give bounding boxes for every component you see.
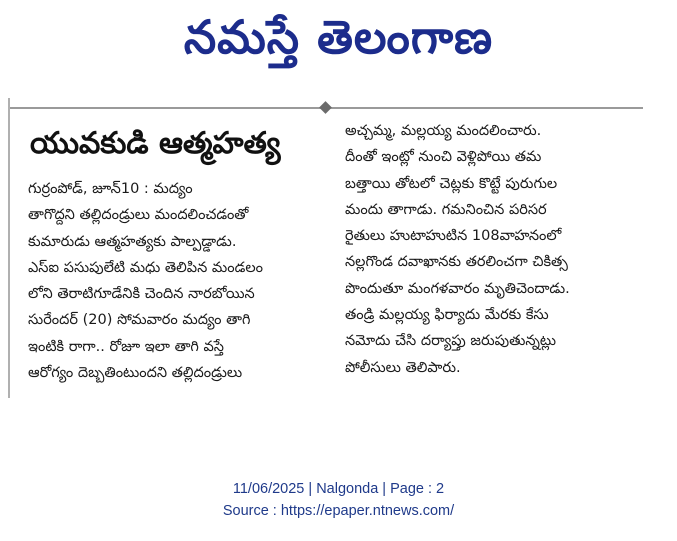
text-line: దీంతో ఇంట్లో నుంచి వెళ్లిపోయి తమ (345, 149, 542, 166)
text-line: కుమారుడు ఆత్మహత్యకు పాల్పడ్డాడు. (28, 233, 237, 250)
article-column-right (345, 118, 650, 381)
text-line: నల్లగొండ దవాఖానకు తరలించగా చికిత్స (345, 254, 568, 271)
text-line: నమోదు చేసి దర్యాప్తు జరుపుతున్నట్లు (345, 333, 557, 350)
source-footer (0, 478, 677, 522)
text-line: బత్తాయి తోటలో చెట్లకు కొట్టే పురుగుల (345, 175, 558, 192)
text-line: తండ్రి మల్లయ్య ఫిర్యాదు మేరకు కేసు (345, 307, 549, 324)
footer-date-edition: 11/06/2025 | Nalgonda | Page : 2 (232, 481, 445, 497)
column-border (8, 98, 10, 398)
footer-source-link[interactable]: Source : https://epaper.ntnews.com/ (222, 503, 455, 519)
text-line: ఆరోగ్యం దెబ్బతింటుందని తల్లిదండ్రులు (28, 365, 243, 382)
text-line: లోని తెరాటిగూడేనికి చెందిన నారబోయిన (28, 286, 255, 303)
masthead-title: నమస్తే తెలంగాణ (183, 10, 494, 64)
text-line: పొందుతూ మంగళవారం మృతిచెందాడు. (345, 280, 570, 297)
text-line: ఇంటికి రాగా.. రోజూ ఇలా తాగి వస్తే (28, 338, 224, 355)
text-line: అచ్చమ్మ, మల్లయ్య మందలించారు. (345, 123, 542, 139)
text-line: సురేందర్ (20) సోమవారం మద్యం తాగి (28, 312, 251, 329)
text-line: తాగొద్దని తల్లిదండ్రులు మందలించడంతో (28, 207, 249, 224)
article-headline: యువకుడి ఆత్మహత్య (30, 126, 281, 161)
article-column-left (28, 176, 334, 386)
text-line: గుర్రంపోడ్, జూన్10 : మద్యం (28, 181, 193, 197)
text-line: మందు తాగాడు. గమనించిన పరిసర (345, 201, 547, 218)
divider-ornament (319, 101, 332, 114)
text-line: ఎస్ఐ పసుపులేటి మధు తెలిపిన మండలం (28, 259, 263, 276)
text-line: పోలీసులు తెలిపారు. (345, 359, 461, 376)
text-line: రైతులు హుటాహుటిన 108వాహనంలో (345, 228, 562, 245)
